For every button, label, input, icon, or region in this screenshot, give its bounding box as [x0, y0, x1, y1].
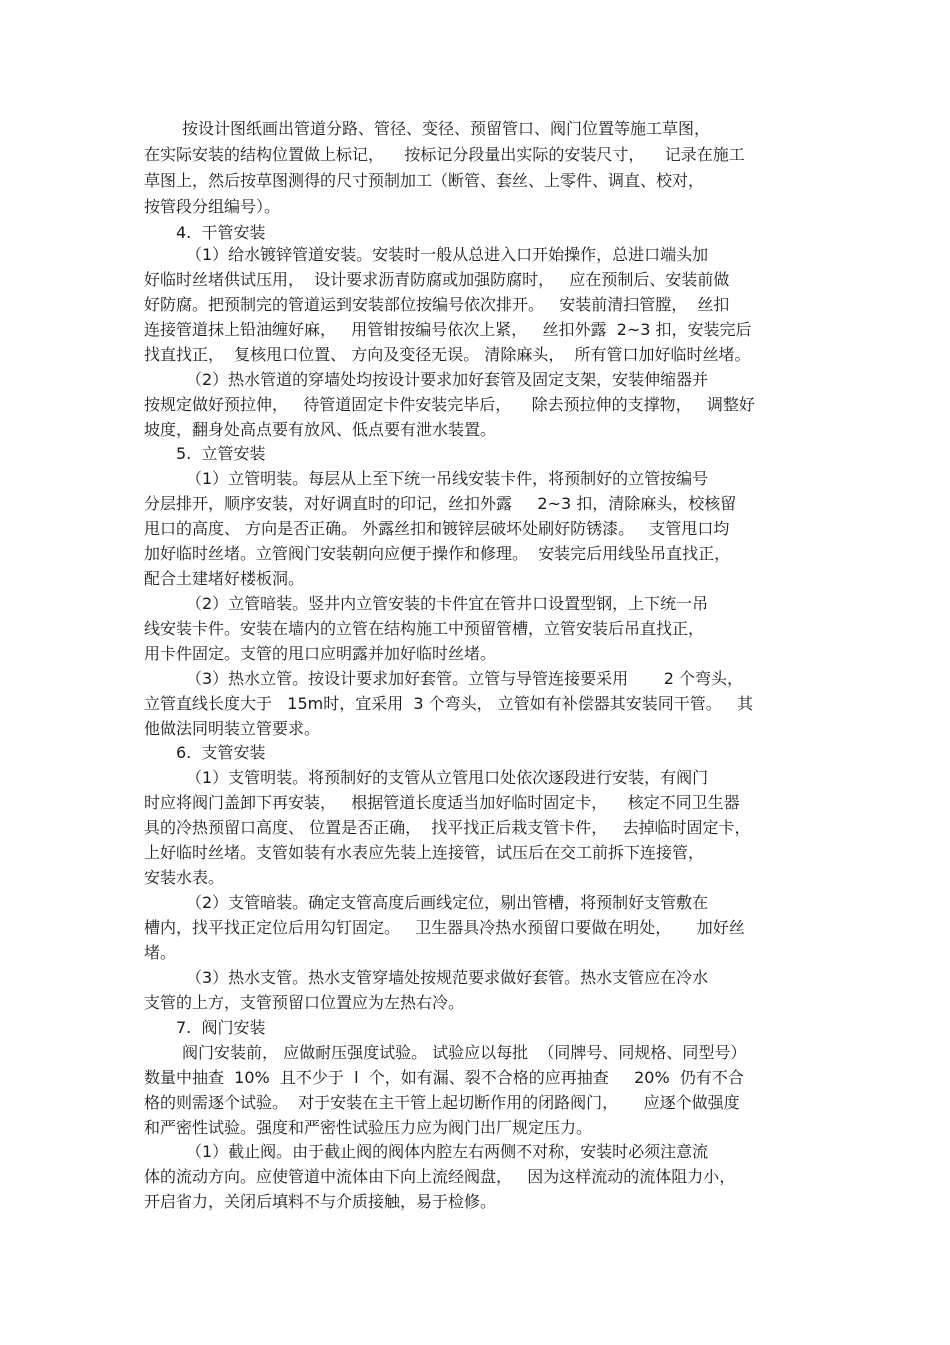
paragraph-line: 好临时丝堵供试压用， 设计要求沥青防腐或加强防腐时， 应在预制后、安装前做	[144, 270, 730, 289]
intro-line: 草图上，然后按草图测得的尺寸预制加工（断管、套丝、上零件、调直、校对，	[144, 171, 705, 190]
paragraph-line: 他做法同明装立管要求。	[144, 719, 321, 738]
intro-line: 在实际安装的结构位置做上标记， 按标记分段量出实际的安装尺寸， 记录在施工	[144, 145, 745, 164]
paragraph-line: 支管的上方，支管预留口位置应为左热右冷。	[144, 993, 465, 1012]
paragraph-line: 用卡件固定。支管的甩口应明露并加好临时丝堵。	[144, 644, 497, 663]
paragraph-line: 时应将阀门盖卸下再安装， 根据管道长度适当加好临时固定卡， 核定不同卫生器	[144, 793, 740, 812]
paragraph-line: 安装水表。	[144, 868, 225, 887]
paragraph-line: 按规定做好预拉伸， 待管道固定卡件安装完毕后， 除去预拉伸的支撑物， 调整好	[144, 395, 755, 414]
paragraph-line: 线安装卡件。安装在墙内的立管在结构施工中预留管槽，立管安装后吊直找正，	[144, 619, 705, 638]
paragraph-line: 立管直线长度大于 15m时，宜采用 3 个弯头， 立管如有补偿器其安装同干管。 其	[144, 694, 753, 713]
section-heading: 4. 干管安装	[176, 223, 266, 242]
paragraph-line: （1）立管明装。每层从上至下统一吊线安装卡件，将预制好的立管按编号	[186, 469, 709, 488]
paragraph-line: （1）给水镀锌管道安装。安装时一般从总进入口开始操作，总进口端头加	[186, 245, 709, 264]
paragraph-line: （1）截止阀。由于截止阀的阀体内腔左右两侧不对称，安装时必须注意流	[186, 1142, 709, 1161]
paragraph-line: 和严密性试验。强度和严密性试验压力应为阀门出厂规定压力。	[144, 1118, 593, 1137]
paragraph-line: 甩口的高度、 方向是否正确。 外露丝扣和镀锌层破坏处刷好防锈漆。 支管甩口均	[144, 519, 730, 538]
paragraph-line: （2）热水管道的穿墙处均按设计要求加好套管及固定支架，安装伸缩器并	[186, 370, 709, 389]
paragraph-line: 堵。	[144, 943, 177, 962]
section-heading: 5. 立管安装	[176, 444, 266, 463]
paragraph-line: 好防腐。把预制完的管道运到安装部位按编号依次排开。 安装前清扫管膛， 丝扣	[144, 295, 730, 314]
paragraph-line: 具的冷热预留口高度、 位置是否正确， 找平找正后栽支管卡件， 去掉临时固定卡，	[144, 818, 751, 837]
paragraph-line: 连接管道抹上铅油缠好麻， 用管钳按编号依次上紧， 丝扣外露 2~3 扣，安装完后	[144, 320, 752, 339]
paragraph-line: 开启省力，关闭后填料不与介质接触，易于检修。	[144, 1192, 497, 1211]
paragraph-line: 格的则需逐个试验。 对于安装在主干管上起切断作用的闭路阀门， 应逐个做强度	[144, 1093, 740, 1112]
paragraph-line: （1）支管明装。将预制好的支管从立管甩口处依次逐段进行安装，有阀门	[186, 768, 709, 787]
paragraph-line: 上好临时丝堵。支管如装有水表应先装上连接管，试压后在交工前拆下连接管，	[144, 843, 705, 862]
paragraph-line: （2）支管暗装。确定支管高度后画线定位，剔出管槽，将预制好支管敷在	[186, 893, 709, 912]
paragraph-line: 加好临时丝堵。立管阀门安装朝向应便于操作和修理。 安装完后用线坠吊直找正，	[144, 544, 731, 563]
paragraph-line: 数量中抽查 10% 且不少于 l 个，如有漏、裂不合格的应再抽查 20% 仍有不合	[144, 1068, 744, 1087]
section-heading: 6. 支管安装	[176, 743, 266, 762]
paragraph-line: 分层排开，顺序安装，对好调直时的印记，丝扣外露 2~3 扣，清除麻头，校核留	[144, 494, 737, 513]
paragraph-line: 体的流动方向。应使管道中流体由下向上流经阀盘， 因为这样流动的流体阻力小，	[144, 1167, 736, 1186]
paragraph-line: （3）热水支管。热水支管穿墙处按规范要求做好套管。热水支管应在冷水	[186, 968, 709, 987]
intro-line: 按设计图纸画出管道分路、管径、变径、预留管口、阀门位置等施工草图，	[182, 119, 711, 138]
intro-line: 按管段分组编号）。	[144, 197, 281, 216]
paragraph-line: （2）立管暗装。竖井内立管安装的卡件宜在管井口设置型钢，上下统一吊	[186, 594, 709, 613]
paragraph-line: 找直找正， 复核甩口位置、 方向及变径无误。 清除麻头， 所有管口加好临时丝堵。	[144, 345, 751, 364]
paragraph-line: 配合土建堵好楼板洞。	[144, 569, 305, 588]
paragraph-line: 坡度，翻身处高点要有放风、低点要有泄水装置。	[144, 420, 497, 439]
paragraph-line: 阀门安装前， 应做耐压强度试验。 试验应以每批 （同牌号、同规格、同型号）	[182, 1043, 747, 1062]
paragraph-line: 槽内，找平找正定位后用勾钉固定。 卫生器具冷热水预留口要做在明处， 加好丝	[144, 918, 745, 937]
paragraph-line: （3）热水立管。按设计要求加好套管。立管与导管连接要采用 2 个弯头，	[186, 669, 744, 688]
section-heading: 7. 阀门安装	[176, 1018, 266, 1037]
